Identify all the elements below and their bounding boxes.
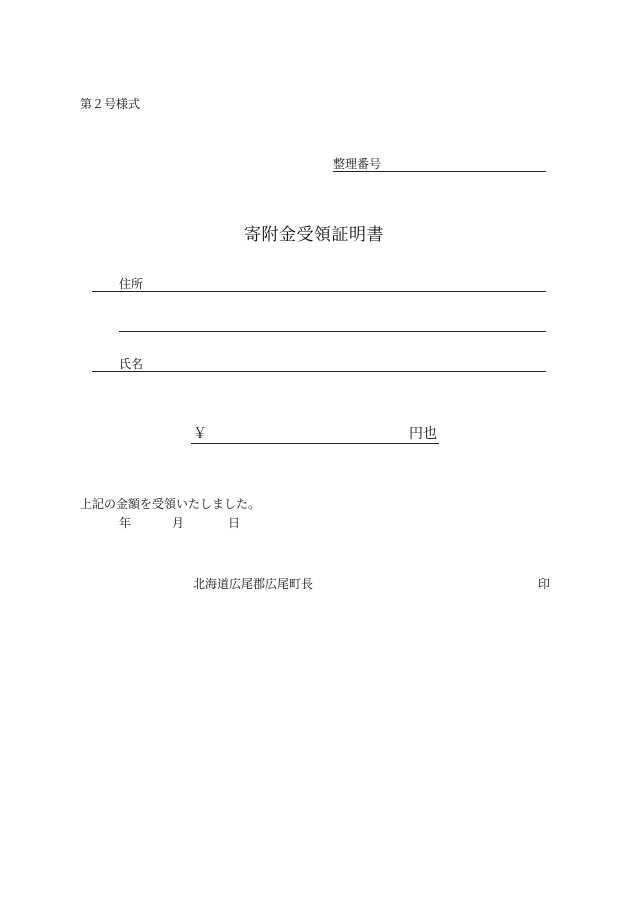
name-line: [92, 371, 546, 372]
address-line-2: [119, 331, 546, 332]
document-title: 寄附金受領証明書: [244, 225, 384, 245]
reference-number-label: 整理番号: [333, 157, 382, 171]
amount-suffix: 円也: [409, 426, 437, 442]
address-label: 住所: [119, 277, 144, 291]
seal-label: 印: [538, 577, 551, 591]
reference-number-underline: [333, 171, 546, 172]
form-number: 第２号様式: [80, 97, 141, 111]
amount-underline: [191, 443, 439, 444]
name-label: 氏名: [119, 357, 144, 371]
receipt-statement: 上記の金額を受領いたしました。: [80, 497, 261, 511]
year-label: 年: [119, 516, 132, 530]
month-label: 月: [172, 516, 185, 530]
day-label: 日: [228, 516, 241, 530]
issuer-name: 北海道広尾郡広尾町長: [193, 577, 314, 591]
address-line-1: [92, 291, 546, 292]
currency-symbol: ￥: [193, 426, 207, 442]
